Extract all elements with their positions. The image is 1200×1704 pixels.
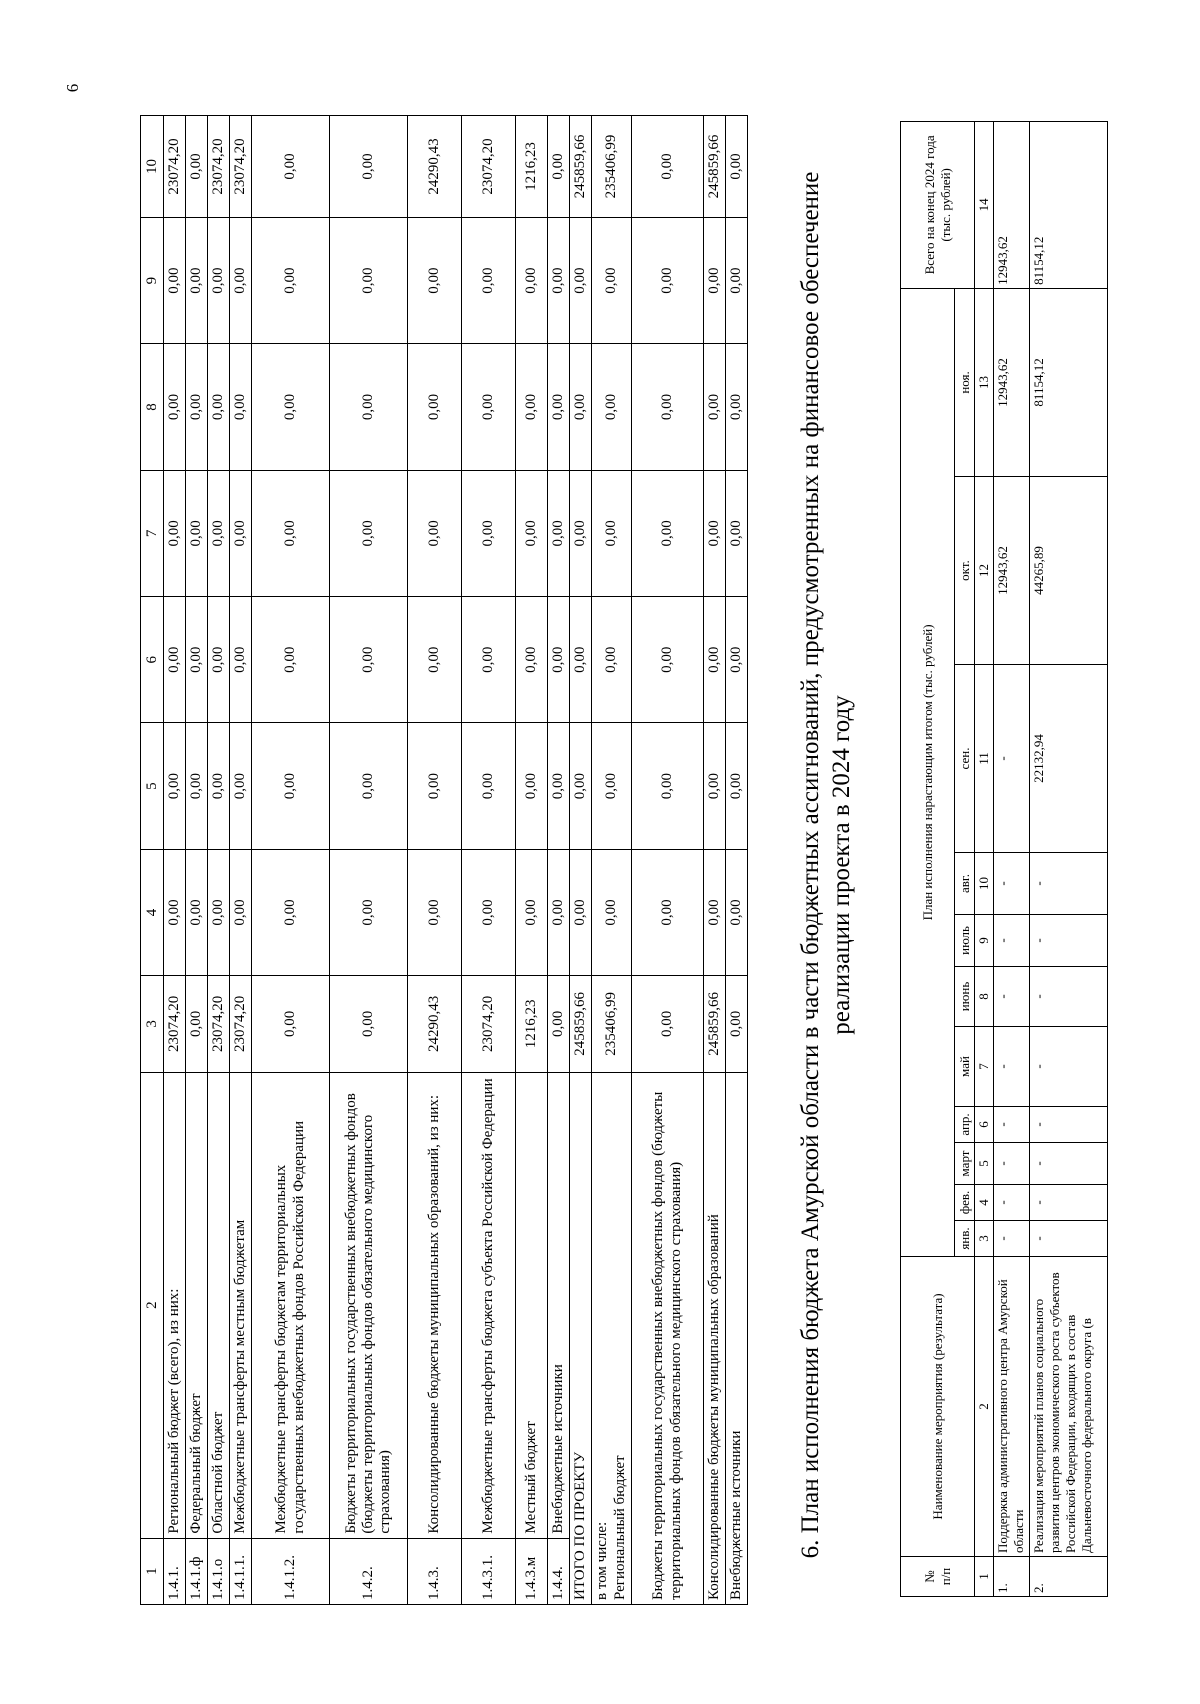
row-name: Консолидированные бюджеты муниципальных образований, из них: (408, 1072, 462, 1538)
value-cell: 0,00 (548, 344, 570, 470)
row-code: 1.4.3.м (516, 1538, 548, 1604)
month-header: сен. (955, 665, 975, 853)
header-cell: 5 (141, 723, 164, 849)
row-name: Бюджеты территориальных государственных внебюджетных фондов (бюджеты территориальных фондов обязательного медицинского страхования) (330, 1072, 408, 1538)
month-header: июль (955, 915, 975, 967)
plan-row-name: Поддержка административного центра Амурской области (994, 1257, 1030, 1557)
value-cell: 23074,20 (462, 116, 516, 218)
index-cell: 12 (975, 477, 994, 665)
value-cell: 0,00 (164, 217, 186, 343)
value-cell: 0,00 (164, 470, 186, 596)
value-cell: 0,00 (330, 597, 408, 723)
value-cell: 0,00 (186, 976, 208, 1072)
value-cell: 0,00 (330, 976, 408, 1072)
value-cell: 245859,66 (704, 976, 726, 1072)
plan-month-value: - (1030, 1027, 1108, 1107)
value-cell: 0,00 (164, 344, 186, 470)
budget-plan-table-body (901, 121, 1108, 1596)
value-cell: 0,00 (632, 723, 704, 849)
value-cell: 0,00 (592, 470, 632, 596)
month-header: авг. (955, 853, 975, 915)
value-cell: 0,00 (632, 470, 704, 596)
value-cell: 0,00 (252, 116, 330, 218)
value-cell: 0,00 (548, 116, 570, 218)
value-cell: 0,00 (548, 217, 570, 343)
value-cell: 0,00 (570, 344, 592, 470)
plan-row (994, 121, 1030, 1596)
index-cell: 6 (975, 1107, 994, 1143)
plan-row-number: 1. (994, 1557, 1030, 1597)
value-cell: 0,00 (252, 217, 330, 343)
plan-month-value: 44265,89 (1030, 477, 1108, 665)
value-cell: 0,00 (462, 344, 516, 470)
value-cell: 0,00 (330, 849, 408, 975)
plan-month-value: - (1030, 967, 1108, 1027)
plan-month-value: - (994, 1221, 1030, 1257)
value-cell: 0,00 (726, 344, 748, 470)
plan-month-value: 22132,94 (1030, 665, 1108, 853)
value-cell: 23074,20 (230, 976, 252, 1072)
table-row (208, 116, 230, 1605)
value-cell: 0,00 (186, 470, 208, 596)
total-row-name: Консолидированные бюджеты муниципальных образований (704, 1072, 726, 1604)
value-cell: 0,00 (164, 849, 186, 975)
row-name: Межбюджетные трансферты местным бюджетам (230, 1072, 252, 1538)
plan-row-total: 12943,62 (994, 121, 1030, 288)
row-name: Внебюджетные источники (548, 1072, 570, 1538)
month-header: ноя. (955, 288, 975, 476)
table-row (548, 116, 570, 1605)
value-cell: 0,00 (164, 597, 186, 723)
total-row (704, 116, 726, 1605)
index-cell: 14 (975, 121, 994, 288)
plan-month-value: - (994, 967, 1030, 1027)
row-code: 1.4.3.1. (462, 1538, 516, 1604)
value-cell: 0,00 (208, 597, 230, 723)
plan-month-value: 81154,12 (1030, 288, 1108, 476)
value-cell: 0,00 (592, 723, 632, 849)
plan-month-value: - (1030, 1221, 1108, 1257)
row-code: 1.4.3. (408, 1538, 462, 1604)
value-cell: 0,00 (704, 723, 726, 849)
value-cell: 245859,66 (570, 116, 592, 218)
header-cell: 6 (141, 597, 164, 723)
section-number: 6. (797, 1539, 824, 1559)
plan-header-row (901, 121, 955, 1596)
page-number: 6 (63, 83, 82, 93)
value-cell: 0,00 (330, 344, 408, 470)
rotated-page-content (140, 45, 1200, 1605)
header-cell: 2 (141, 1072, 164, 1538)
table-row (230, 116, 252, 1605)
value-cell: 0,00 (726, 116, 748, 218)
plan-month-value: - (994, 915, 1030, 967)
value-cell: 0,00 (548, 723, 570, 849)
plan-month-value: - (1030, 853, 1108, 915)
value-cell: 0,00 (408, 849, 462, 975)
index-row (975, 121, 994, 1596)
value-cell: 0,00 (208, 470, 230, 596)
value-cell: 0,00 (186, 849, 208, 975)
index-cell: 4 (975, 1185, 994, 1221)
total-row-name: в том числе: Региональный бюджет (592, 1072, 632, 1604)
month-header: май (955, 1027, 975, 1107)
value-cell: 0,00 (570, 849, 592, 975)
value-cell: 235406,99 (592, 976, 632, 1072)
value-cell: 0,00 (516, 344, 548, 470)
row-code: 1.4.1.ф (186, 1538, 208, 1604)
row-name: Межбюджетные трансферты бюджетам территориальных государственных внебюджетных фондов Российской Федерации (252, 1072, 330, 1538)
header-cell: 1 (141, 1538, 164, 1604)
value-cell: 0,00 (462, 849, 516, 975)
plan-month-value: - (1030, 915, 1108, 967)
month-header: фев. (955, 1185, 975, 1221)
value-cell: 23074,20 (462, 976, 516, 1072)
value-cell: 23074,20 (164, 976, 186, 1072)
value-cell: 23074,20 (208, 116, 230, 218)
plan-month-value: - (994, 1143, 1030, 1185)
value-cell: 24290,43 (408, 116, 462, 218)
total-row (592, 116, 632, 1605)
value-cell: 23074,20 (230, 116, 252, 218)
value-cell: 0,00 (570, 470, 592, 596)
value-cell: 0,00 (230, 470, 252, 596)
row-code: 1.4.4. (548, 1538, 570, 1604)
table-row (408, 116, 462, 1605)
value-cell: 0,00 (726, 597, 748, 723)
value-cell: 0,00 (516, 597, 548, 723)
value-cell: 0,00 (208, 344, 230, 470)
value-cell: 0,00 (186, 217, 208, 343)
value-cell: 0,00 (704, 849, 726, 975)
value-cell: 0,00 (208, 217, 230, 343)
index-cell: 13 (975, 288, 994, 476)
value-cell: 0,00 (726, 723, 748, 849)
value-cell: 0,00 (570, 217, 592, 343)
value-cell: 0,00 (252, 976, 330, 1072)
section-6-title (795, 125, 858, 1605)
value-cell: 23074,20 (208, 976, 230, 1072)
plan-row-number: 2. (1030, 1557, 1108, 1597)
plan-month-value: 12943,62 (994, 477, 1030, 665)
header-cell: 10 (141, 116, 164, 218)
value-cell: 0,00 (632, 849, 704, 975)
value-cell: 0,00 (186, 597, 208, 723)
value-cell: 0,00 (548, 470, 570, 596)
header-cell: 3 (141, 976, 164, 1072)
row-code: 1.4.1.о (208, 1538, 230, 1604)
col-name-header: Наименование мероприятия (результата) (901, 1257, 975, 1557)
index-cell: 8 (975, 967, 994, 1027)
table-row (164, 116, 186, 1605)
plan-month-value: - (994, 1027, 1030, 1107)
month-header: апр. (955, 1107, 975, 1143)
plan-month-value: - (1030, 1107, 1108, 1143)
value-cell: 0,00 (704, 217, 726, 343)
value-cell: 0,00 (704, 344, 726, 470)
month-header: июнь (955, 967, 975, 1027)
value-cell: 0,00 (408, 217, 462, 343)
value-cell: 0,00 (592, 217, 632, 343)
value-cell: 0,00 (164, 723, 186, 849)
index-cell: 5 (975, 1143, 994, 1185)
value-cell: 1216,23 (516, 976, 548, 1072)
header-cell: 7 (141, 470, 164, 596)
value-cell: 0,00 (230, 217, 252, 343)
value-cell: 0,00 (208, 849, 230, 975)
value-cell: 0,00 (704, 597, 726, 723)
table-row (330, 116, 408, 1605)
row-code: 1.4.2. (330, 1538, 408, 1604)
table-header-row (141, 116, 164, 1605)
table-row (186, 116, 208, 1605)
row-name: Региональный бюджет (всего), из них: (164, 1072, 186, 1538)
plan-month-value: - (994, 853, 1030, 915)
value-cell: 0,00 (186, 344, 208, 470)
value-cell: 0,00 (516, 470, 548, 596)
value-cell: 0,00 (252, 723, 330, 849)
col-plan-header: План исполнения нарастающим итогом (тыс. рублей) (901, 288, 955, 1256)
value-cell: 0,00 (516, 723, 548, 849)
value-cell: 0,00 (408, 470, 462, 596)
value-cell: 0,00 (592, 597, 632, 723)
value-cell: 0,00 (592, 344, 632, 470)
row-code: 1.4.1.2. (252, 1538, 330, 1604)
value-cell: 0,00 (462, 597, 516, 723)
index-cell: 9 (975, 915, 994, 967)
funding-sources-table (140, 115, 748, 1605)
value-cell: 0,00 (632, 217, 704, 343)
value-cell: 0,00 (230, 849, 252, 975)
section-title-text: План исполнения бюджета Амурской области в части бюджетных ассигнований, предусмотренных на финансовое обеспечение реализации проекта в 2024 году (797, 171, 856, 1534)
value-cell: 0,00 (548, 976, 570, 1072)
value-cell: 0,00 (230, 344, 252, 470)
col-total-header: Всего на конец 2024 года (тыс. рублей) (901, 121, 975, 288)
row-name: Местный бюджет (516, 1072, 548, 1538)
value-cell: 0,00 (726, 976, 748, 1072)
value-cell: 0,00 (230, 723, 252, 849)
col-number-header: № п/п (901, 1557, 975, 1597)
plan-month-value: - (994, 1185, 1030, 1221)
value-cell: 0,00 (726, 849, 748, 975)
value-cell: 0,00 (462, 723, 516, 849)
total-row (570, 116, 592, 1605)
value-cell: 0,00 (330, 217, 408, 343)
plan-row-name: Реализация мероприятий планов социального развития центров экономического роста субъектов Российской Федерации, входящих в состав Дальневосточного федерального округа (в (1030, 1257, 1108, 1557)
value-cell: 0,00 (704, 470, 726, 596)
value-cell: 0,00 (252, 470, 330, 596)
value-cell: 0,00 (230, 597, 252, 723)
total-row-name: ИТОГО ПО ПРОЕКТУ (570, 1072, 592, 1604)
value-cell: 23074,20 (164, 116, 186, 218)
month-header: янв. (955, 1221, 975, 1257)
plan-row (1030, 121, 1108, 1596)
value-cell: 0,00 (726, 470, 748, 596)
value-cell: 1216,23 (516, 116, 548, 218)
plan-month-value: 12943,62 (994, 288, 1030, 476)
funding-sources-table-body (141, 116, 748, 1605)
index-cell: 1 (975, 1557, 994, 1597)
index-cell: 3 (975, 1221, 994, 1257)
header-cell: 9 (141, 217, 164, 343)
table-row (516, 116, 548, 1605)
plan-month-value: - (994, 665, 1030, 853)
value-cell: 0,00 (408, 344, 462, 470)
header-cell: 8 (141, 344, 164, 470)
value-cell: 0,00 (330, 723, 408, 849)
value-cell: 0,00 (548, 849, 570, 975)
value-cell: 0,00 (252, 849, 330, 975)
index-cell: 7 (975, 1027, 994, 1107)
value-cell: 0,00 (252, 344, 330, 470)
value-cell: 0,00 (208, 723, 230, 849)
value-cell: 0,00 (548, 597, 570, 723)
value-cell: 0,00 (330, 116, 408, 218)
row-name: Областной бюджет (208, 1072, 230, 1538)
value-cell: 0,00 (462, 470, 516, 596)
row-name: Федеральный бюджет (186, 1072, 208, 1538)
value-cell: 0,00 (632, 976, 704, 1072)
value-cell: 0,00 (408, 597, 462, 723)
value-cell: 0,00 (570, 723, 592, 849)
month-header: март (955, 1143, 975, 1185)
plan-month-value: - (1030, 1185, 1108, 1221)
value-cell: 0,00 (186, 116, 208, 218)
row-code: 1.4.1.1. (230, 1538, 252, 1604)
table-row (252, 116, 330, 1605)
value-cell: 0,00 (462, 217, 516, 343)
header-cell: 4 (141, 849, 164, 975)
total-row (632, 116, 704, 1605)
value-cell: 0,00 (592, 849, 632, 975)
plan-row-total: 81154,12 (1030, 121, 1108, 288)
index-cell: 11 (975, 665, 994, 853)
value-cell: 0,00 (726, 217, 748, 343)
value-cell: 24290,43 (408, 976, 462, 1072)
plan-month-value: - (994, 1107, 1030, 1143)
budget-plan-table (900, 121, 1108, 1597)
value-cell: 245859,66 (570, 976, 592, 1072)
value-cell: 0,00 (516, 849, 548, 975)
value-cell: 0,00 (632, 116, 704, 218)
index-cell: 10 (975, 853, 994, 915)
value-cell: 0,00 (186, 723, 208, 849)
total-row (726, 116, 748, 1605)
month-header: окт. (955, 477, 975, 665)
plan-month-value: - (1030, 1143, 1108, 1185)
row-code: 1.4.1. (164, 1538, 186, 1604)
row-name: Межбюджетные трансферты бюджета субъекта Российской Федерации (462, 1072, 516, 1538)
index-cell: 2 (975, 1257, 994, 1557)
table-row (462, 116, 516, 1605)
value-cell: 235406,99 (592, 116, 632, 218)
value-cell: 0,00 (570, 597, 592, 723)
total-row-name: Бюджеты территориальных государственных внебюджетных фондов (бюджеты территориальных фондов обязательного медицинского страхования) (632, 1072, 704, 1604)
value-cell: 0,00 (408, 723, 462, 849)
value-cell: 0,00 (252, 597, 330, 723)
total-row-name: Внебюджетные источники (726, 1072, 748, 1604)
value-cell: 0,00 (632, 344, 704, 470)
value-cell: 0,00 (632, 597, 704, 723)
value-cell: 0,00 (330, 470, 408, 596)
value-cell: 0,00 (516, 217, 548, 343)
value-cell: 245859,66 (704, 116, 726, 218)
